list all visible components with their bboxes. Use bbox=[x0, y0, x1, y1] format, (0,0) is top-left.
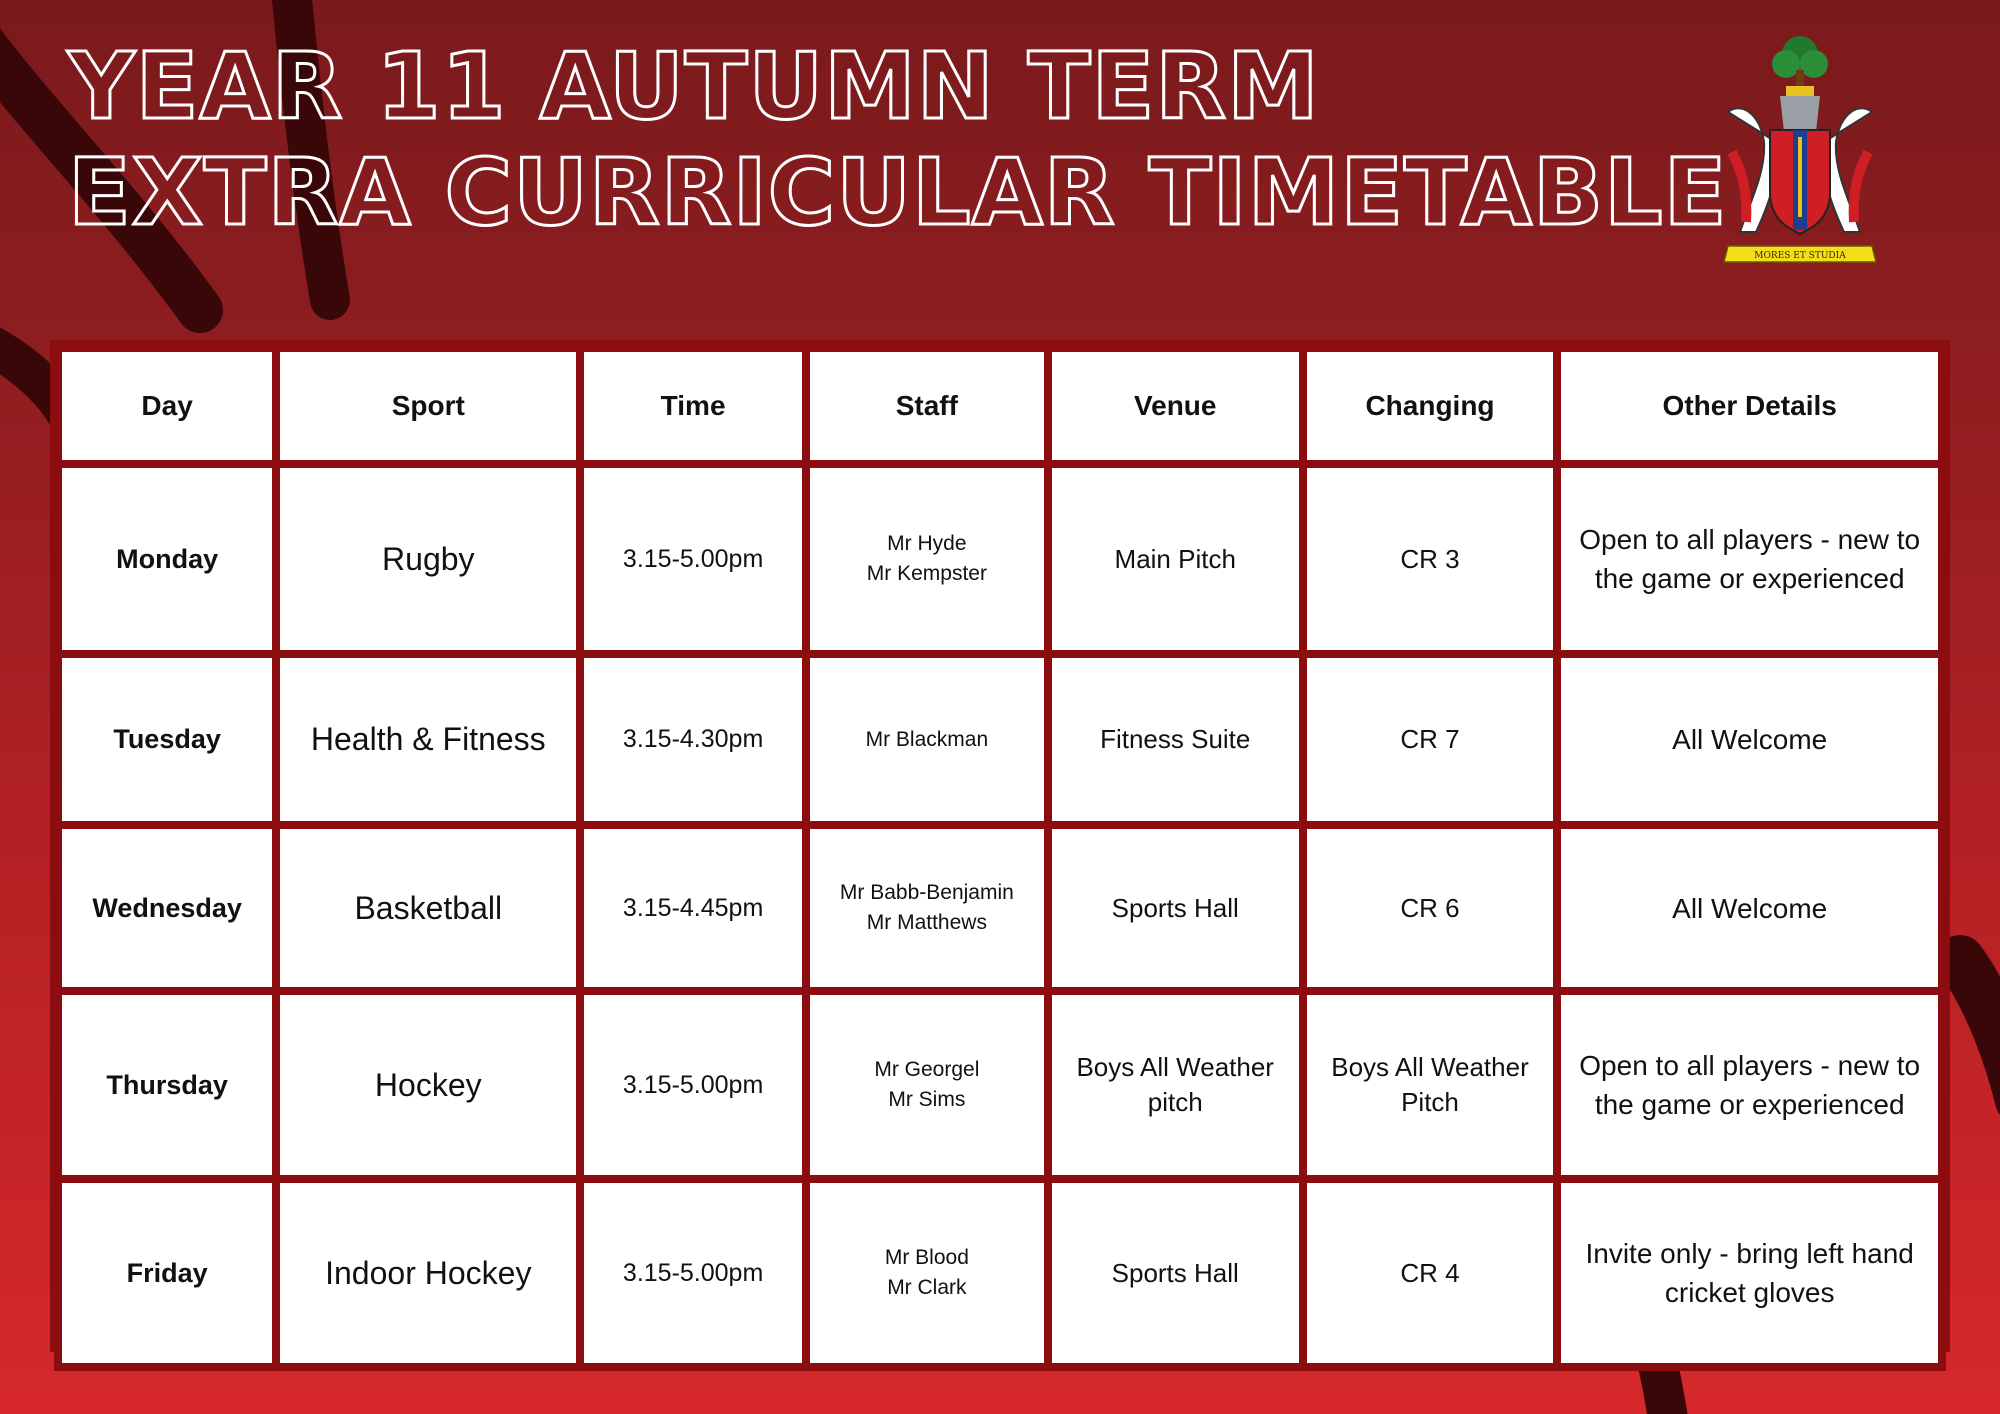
header-time: Time bbox=[584, 352, 802, 460]
cell-staff bbox=[810, 1183, 1044, 1363]
cell-venue: Sports Hall bbox=[1052, 829, 1299, 987]
cell-venue: Fitness Suite bbox=[1052, 658, 1299, 821]
staff-name: Mr Kempster bbox=[866, 562, 987, 585]
cell-sport: Basketball bbox=[280, 829, 576, 987]
cell-other-details: Open to all players - new to the game or experienced bbox=[1561, 995, 1938, 1175]
staff-name: Mr Blood bbox=[884, 1246, 969, 1269]
staff-name: Mr Babb-Benjamin bbox=[839, 881, 1014, 904]
cell-other-details: Invite only - bring left hand cricket gloves bbox=[1561, 1183, 1938, 1363]
staff-name: Mr Blackman bbox=[865, 727, 989, 751]
cell-day: Friday bbox=[62, 1183, 272, 1363]
cell-changing: CR 7 bbox=[1307, 658, 1554, 821]
cell-venue: Boys All Weather pitch bbox=[1052, 995, 1299, 1175]
cell-sport: Health & Fitness bbox=[280, 658, 576, 821]
staff-name: Mr Hyde bbox=[887, 532, 967, 555]
cell-time: 3.15-4.30pm bbox=[584, 658, 802, 821]
table-row bbox=[62, 995, 1938, 1175]
table-row bbox=[62, 468, 1938, 650]
staff-name: Mr Sims bbox=[888, 1088, 966, 1111]
cell-time: 3.15-5.00pm bbox=[584, 995, 802, 1175]
cell-staff bbox=[810, 995, 1044, 1175]
table-row bbox=[62, 658, 1938, 821]
cell-other-details: Open to all players - new to the game or experienced bbox=[1561, 468, 1938, 650]
cell-day: Wednesday bbox=[62, 829, 272, 987]
cell-time: 3.15-5.00pm bbox=[584, 1183, 802, 1363]
table-row bbox=[62, 1183, 1938, 1363]
cell-staff bbox=[810, 658, 1044, 821]
staff-name: Mr Clark bbox=[887, 1276, 967, 1299]
cell-day: Tuesday bbox=[62, 658, 272, 821]
cell-sport: Hockey bbox=[280, 995, 576, 1175]
cell-other-details: All Welcome bbox=[1561, 658, 1938, 821]
cell-day: Monday bbox=[62, 468, 272, 650]
header-venue: Venue bbox=[1052, 352, 1299, 460]
cell-staff bbox=[810, 468, 1044, 650]
staff-name: Mr Georgel bbox=[874, 1058, 980, 1081]
school-crest-icon bbox=[1720, 22, 1880, 272]
cell-sport: Rugby bbox=[280, 468, 576, 650]
page-title bbox=[68, 34, 1727, 246]
cell-sport: Indoor Hockey bbox=[280, 1183, 576, 1363]
header-other-details: Other Details bbox=[1561, 352, 1938, 460]
staff-name: Mr Matthews bbox=[866, 911, 987, 934]
cell-time: 3.15-5.00pm bbox=[584, 468, 802, 650]
cell-changing: CR 6 bbox=[1307, 829, 1554, 987]
crest-motto: MORES ET STUDIA bbox=[1754, 251, 1846, 261]
title-line-2: EXTRA CURRICULAR TIMETABLE bbox=[68, 139, 1728, 246]
table-row bbox=[62, 829, 1938, 987]
timetable bbox=[50, 340, 1950, 1352]
cell-staff bbox=[810, 829, 1044, 987]
cell-changing: CR 4 bbox=[1307, 1183, 1554, 1363]
header-staff: Staff bbox=[810, 352, 1044, 460]
table-header-row bbox=[62, 352, 1938, 460]
cell-day: Thursday bbox=[62, 995, 272, 1175]
cell-other-details: All Welcome bbox=[1561, 829, 1938, 987]
cell-venue: Main Pitch bbox=[1052, 468, 1299, 650]
title-line-1: YEAR 11 AUTUMN TERM bbox=[68, 33, 1320, 140]
header-sport: Sport bbox=[280, 352, 576, 460]
cell-changing: Boys All Weather Pitch bbox=[1307, 995, 1554, 1175]
header-changing: Changing bbox=[1307, 352, 1554, 460]
cell-venue: Sports Hall bbox=[1052, 1183, 1299, 1363]
header-day: Day bbox=[62, 352, 272, 460]
cell-changing: CR 3 bbox=[1307, 468, 1554, 650]
cell-time: 3.15-4.45pm bbox=[584, 829, 802, 987]
